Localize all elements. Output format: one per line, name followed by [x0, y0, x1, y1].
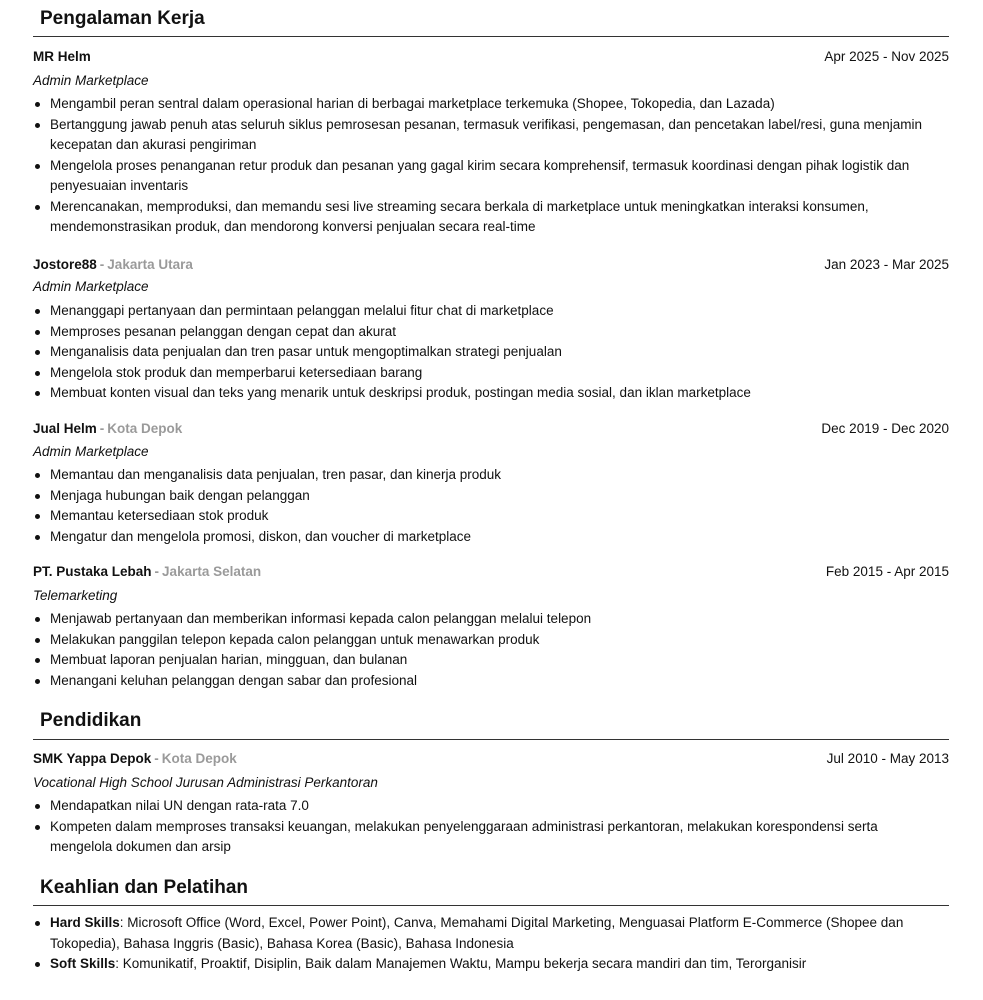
- experience-section-title: Pengalaman Kerja: [40, 8, 205, 29]
- list-item: Mengelola proses penanganan retur produk dan pesanan yang gagal kirim secara komprehensif, termasuk koordinasi dengan pihak logistik dan penyesuaian inventaris: [33, 156, 938, 197]
- list-item: Mengatur dan mengelola promosi, diskon, dan voucher di marketplace: [33, 527, 938, 548]
- job-dates: Jan 2023 - Mar 2025: [824, 257, 949, 272]
- separator: -: [99, 257, 105, 272]
- list-item: Menjawab pertanyaan dan memberikan informasi kepada calon pelanggan melalui telepon: [33, 609, 938, 630]
- company-name: Jual Helm: [33, 421, 97, 436]
- list-item: Melakukan panggilan telepon kepada calon pelanggan untuk menawarkan produk: [33, 630, 938, 651]
- job-role: Admin Marketplace: [33, 73, 149, 88]
- list-item: Membuat konten visual dan teks yang menarik untuk deskripsi produk, postingan media sosial, dan iklan marketplace: [33, 383, 938, 404]
- job-role: Admin Marketplace: [33, 444, 149, 459]
- company-name: Jostore88: [33, 257, 97, 272]
- skill-item: [33, 913, 938, 954]
- skills-divider: [33, 905, 949, 906]
- job-bullets: [33, 301, 938, 404]
- job-role: Telemarketing: [33, 588, 118, 603]
- skills-bullets: [33, 913, 938, 975]
- list-item: Mengambil peran sentral dalam operasional harian di berbagai marketplace terkemuka (Shopee, Tokopedia, dan Lazada): [33, 94, 938, 115]
- list-item: Menjaga hubungan baik dengan pelanggan: [33, 486, 938, 507]
- list-item: Mendapatkan nilai UN dengan rata-rata 7.0: [33, 796, 938, 817]
- job-bullets: [33, 465, 938, 547]
- list-item: Menangani keluhan pelanggan dengan sabar dan profesional: [33, 671, 938, 692]
- list-item: Memantau ketersediaan stok produk: [33, 506, 938, 527]
- job-header: [33, 563, 949, 581]
- company-name: PT. Pustaka Lebah: [33, 564, 152, 579]
- job-dates: Feb 2015 - Apr 2015: [825, 564, 949, 579]
- list-item: Menanggapi pertanyaan dan permintaan pelanggan melalui fitur chat di marketplace: [33, 301, 938, 322]
- list-item: Bertanggung jawab penuh atas seluruh siklus pemrosesan pesanan, termasuk verifikasi, pengemasan, dan pencetakan label/resi, guna menjamin kecepatan dan akurasi pengiriman: [33, 115, 938, 156]
- job-bullets: [33, 94, 938, 238]
- education-bullets: [33, 796, 938, 858]
- list-item: Membuat laporan penjualan harian, mingguan, dan bulanan: [33, 650, 938, 671]
- education-dates: Jul 2010 - May 2013: [826, 751, 949, 766]
- company-location: Kota Depok: [107, 421, 183, 436]
- education-header: [33, 750, 949, 768]
- education-program: Vocational High School Jurusan Administrasi Perkantoran: [33, 775, 378, 790]
- education-divider: [33, 739, 949, 740]
- experience-divider: [33, 36, 949, 37]
- separator: -: [154, 564, 160, 579]
- list-item: Mengelola stok produk dan memperbarui ketersediaan barang: [33, 363, 938, 384]
- list-item: Merencanakan, memproduksi, dan memandu sesi live streaming secara berkala di marketplace untuk meningkatkan interaksi konsumen, mendemonstrasikan produk, dan mendorong konversi penjualan secara real-time: [33, 197, 938, 238]
- job-header: [33, 256, 949, 274]
- separator: -: [99, 421, 105, 436]
- company-name: MR Helm: [33, 49, 91, 64]
- list-item: Menganalisis data penjualan dan tren pasar untuk mengoptimalkan strategi penjualan: [33, 342, 938, 363]
- list-item: Memantau dan menganalisis data penjualan, tren pasar, dan kinerja produk: [33, 465, 938, 486]
- job-header: [33, 48, 949, 66]
- company-location: Jakarta Utara: [107, 257, 193, 272]
- job-header: [33, 420, 949, 438]
- school-name: SMK Yappa Depok: [33, 751, 152, 766]
- skill-text: : Komunikatif, Proaktif, Disiplin, Baik dalam Manajemen Waktu, Mampu bekerja secara mandiri dan tim, Terorganisir: [115, 956, 807, 971]
- list-item: Kompeten dalam memproses transaksi keuangan, melakukan penyelenggaraan administrasi perkantoran, melakukan korespondensi serta mengelola dokumen dan arsip: [33, 817, 938, 858]
- list-item: Memproses pesanan pelanggan dengan cepat dan akurat: [33, 322, 938, 343]
- job-dates: Apr 2025 - Nov 2025: [824, 49, 949, 64]
- school-location: Kota Depok: [161, 751, 237, 766]
- separator: -: [154, 751, 159, 766]
- job-role: Admin Marketplace: [33, 279, 149, 294]
- skills-section-title: Keahlian dan Pelatihan: [40, 877, 248, 898]
- company-location: Jakarta Selatan: [162, 564, 262, 579]
- job-dates: Dec 2019 - Dec 2020: [821, 421, 949, 436]
- skill-item: [33, 954, 938, 975]
- skill-text: : Microsoft Office (Word, Excel, Power Point), Canva, Memahami Digital Marketing, Menguasai Platform E-Commerce (Shopee dan Tokopedia), Bahasa Inggris (Basic), Bahasa Korea (Basic), Bahasa Indonesia: [50, 915, 904, 951]
- skill-label: Soft Skills: [50, 956, 116, 971]
- skill-label: Hard Skills: [50, 915, 120, 930]
- job-bullets: [33, 609, 938, 691]
- education-section-title: Pendidikan: [40, 710, 142, 731]
